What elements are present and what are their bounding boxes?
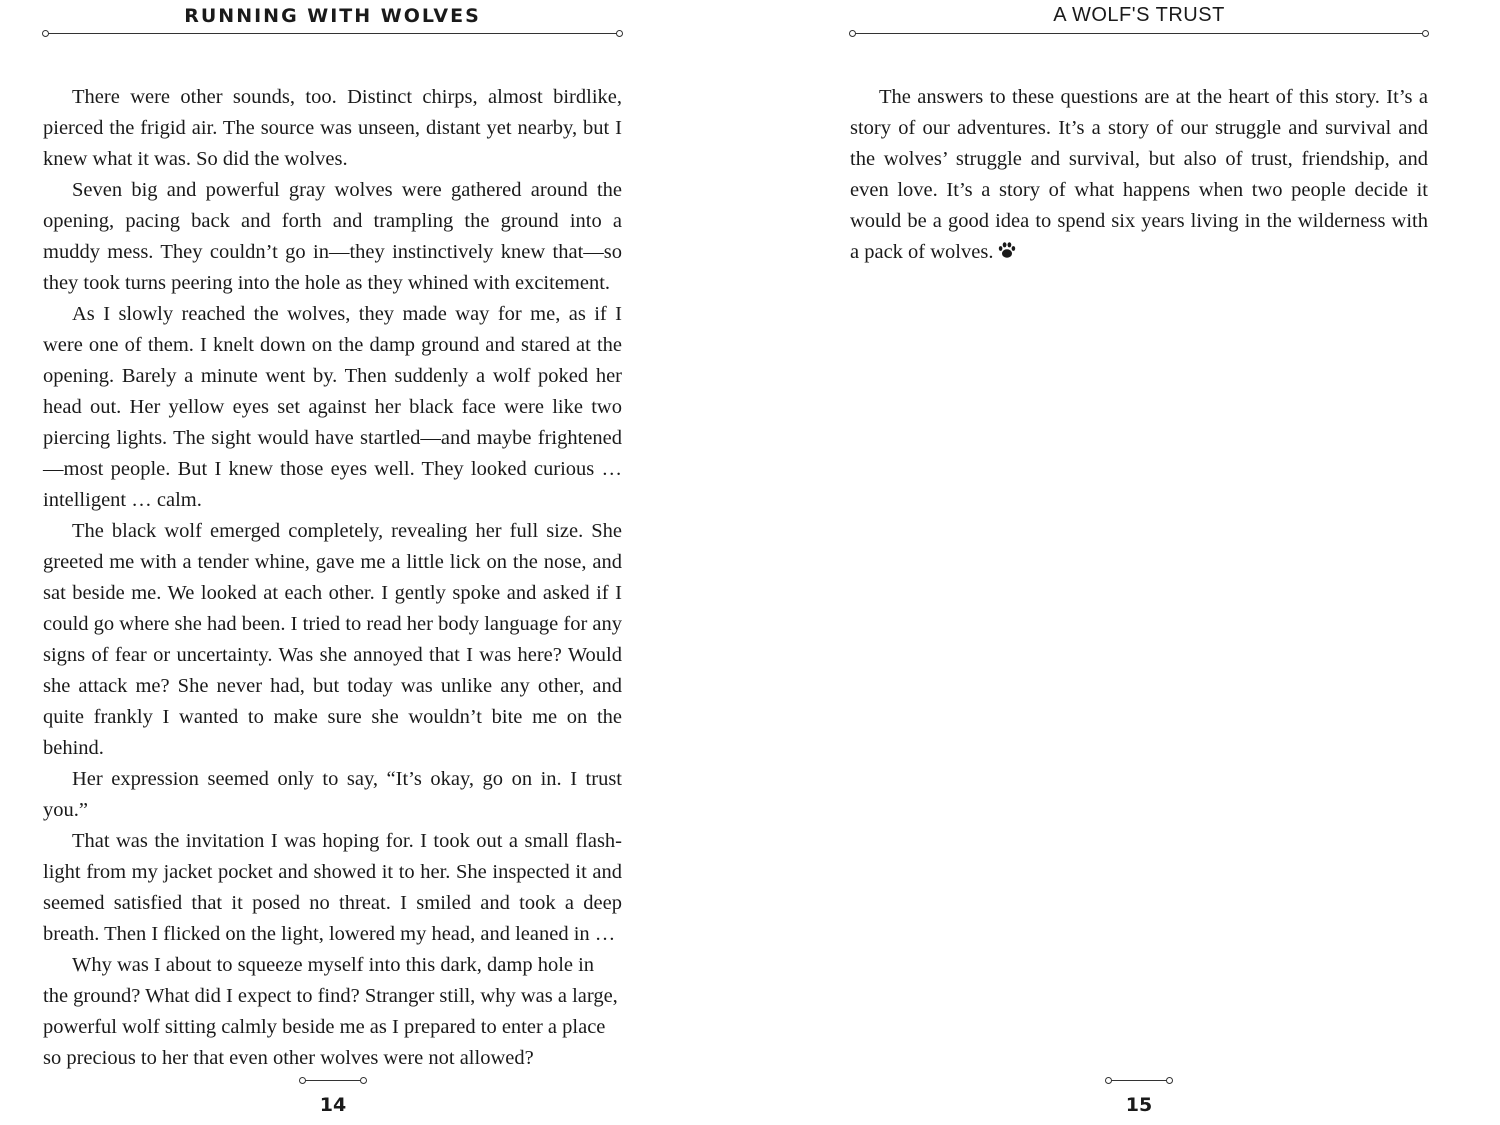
paw-print-icon [997,240,1017,260]
right-header-rule [850,33,1428,34]
paragraph-text: The answers to these questions are at the heart of this story. It’s a story of our adventures. It’s a story of our struggle and survival and the wolves’ struggle and survival, but also of trust, friendship, and even love. It’s a story of what happens when two people decide it would be a good idea to spend six years living in the wilderness with a pack of wolves. [850,86,1428,263]
left-page-number: 14 [319,1094,347,1116]
left-header-rule [43,33,622,34]
right-footer-ornament [1109,1080,1169,1081]
right-page [850,0,1428,1125]
paragraph: Why was I about to squeeze myself into this dark, damp hole in the ground? What did I expect to find? Stranger still, why was a large, powerful wolf sitting calmly beside me as I prepared to enter a place so precious to her that even other wolves were not allowed? [43,954,618,1069]
paragraph: That was the invitation I was hoping for. I took out a small flashlight from my jacket pocket and showed it to her. She inspected it and seemed satisfied that it posed no threat. I smiled and took a deep breath. Then I flicked on the light, lowered my head, and leaned in … [43,830,622,945]
paragraph: There were other sounds, too. Distinct chirps, almost birdlike, pierced the frigid air. The source was unseen, distant yet nearby, but I knew what it was. So did the wolves. [43,86,622,170]
right-page-number: 15 [1125,1094,1153,1116]
right-body-text [850,82,1428,268]
left-body-text [43,82,622,1074]
paragraph: The black wolf emerged completely, revealing her full size. She greeted me with a tender whine, gave me a little lick on the nose, and sat beside me. We looked at each other. I gently spoke and asked if I could go where she had been. I tried to read her body language for any signs of fear or uncertainty. Was she annoyed that I was here? Would she attack me? She never had, but today was unlike any other, and quite frankly I wanted to make sure she wouldn’t bite me on the behind. [43,520,622,759]
paragraph: Seven big and powerful gray wolves were gathered around the opening, pacing back and forth and trampling the ground into a muddy mess. They couldn’t go in—they instinctively knew that—so they took turns peering into the hole as they whined with excitement. [43,179,622,294]
right-running-head: A WOLF'S TRUST [1053,4,1225,26]
left-footer-ornament [303,1080,363,1081]
paragraph [850,82,1428,268]
paragraph: Her expression seemed only to say, “It’s okay, go on in. I trust you.” [43,768,622,821]
paragraph: As I slowly reached the wolves, they made way for me, as if I were one of them. I knelt down on the damp ground and stared at the opening. Barely a minute went by. Then suddenly a wolf poked her head out. Her yellow eyes set against her black face were like two piercing lights. The sight would have startled—and maybe frightened—most people. But I knew those eyes well. They looked curious … intelligent … calm. [43,303,622,511]
left-running-head: RUNNING WITH WOLVES [184,5,481,27]
left-page [43,0,622,1125]
